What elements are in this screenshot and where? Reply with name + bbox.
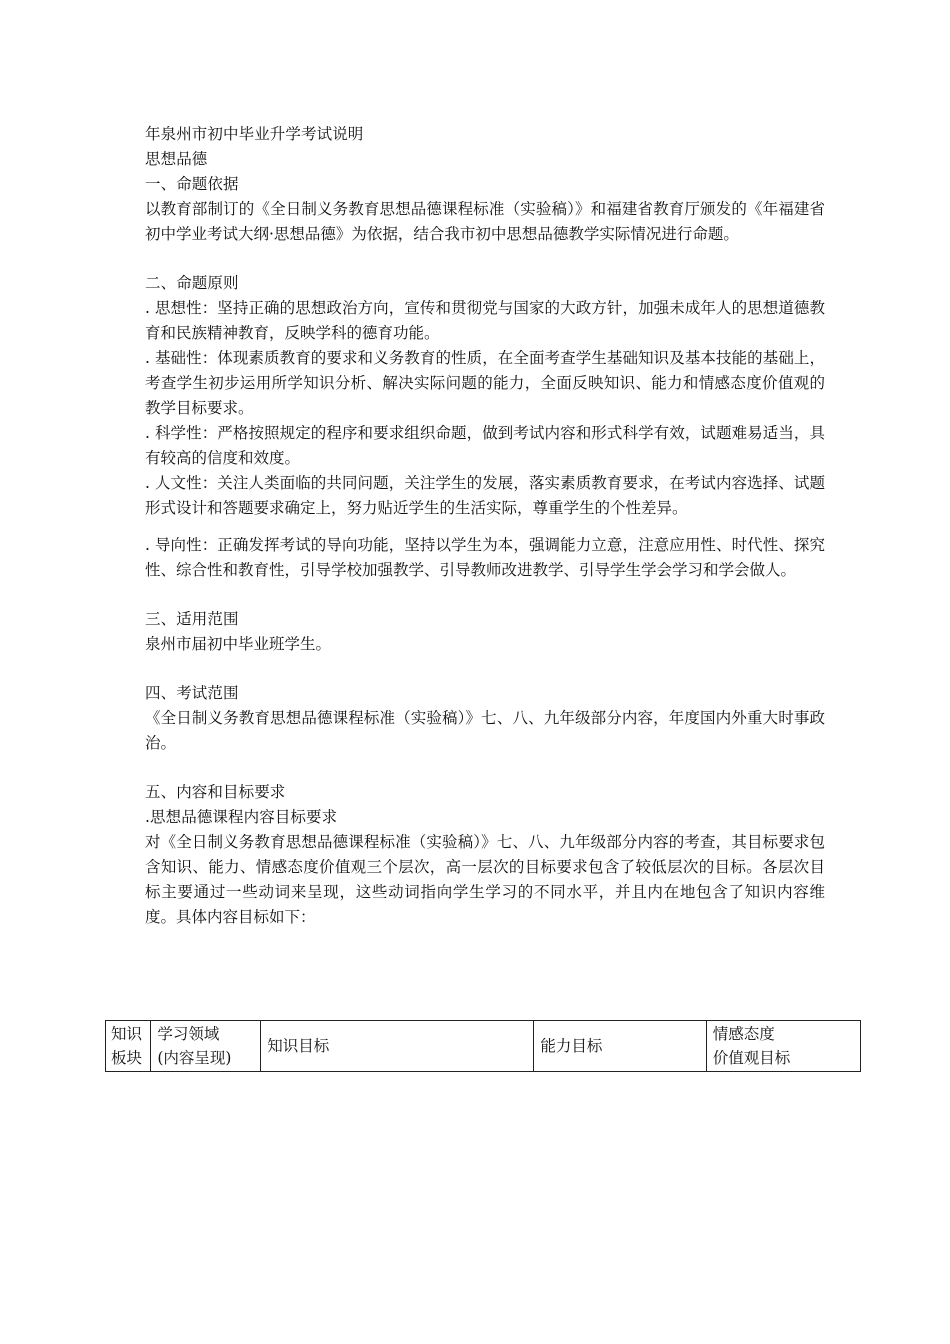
subject-title: 思想品德 [145,150,208,168]
section-heading-principles: 二、命题原则 [145,274,239,292]
goals-table [105,1020,861,1072]
section-heading-basis: 一、命题依据 [145,175,239,193]
spacer [145,657,825,681]
header-text: 知识 [111,1025,143,1043]
section-text-scope: 泉州市届初中毕业班学生。 [145,635,332,653]
header-text: (内容呈现) [157,1049,232,1067]
section-heading-exam-range: 四、考试范围 [145,684,239,702]
spacer [145,521,825,533]
section-text-exam-range: 《全日制义务教育思想品德课程标准（实验稿）》七、八、九年级部分内容，年度国内外重大时事政治。 [145,709,825,752]
header-knowledge-block [106,1021,151,1072]
goals-table-container [105,1020,861,1072]
header-learning-area [151,1021,261,1072]
principle-item: . 科学性：严格按照规定的程序和要求组织命题，做到考试内容和形式科学有效，试题难易适当，具有较高的信度和效度。 [145,424,825,467]
header-attitude-goal [706,1021,860,1072]
principle-item: . 基础性：体现素质教育的要求和义务教育的性质，在全面考查学生基础知识及基本技能的基础上，考查学生初步运用所学知识分析、解决实际问题的能力，全面反映知识、能力和情感态度价值观的教学目标要求。 [145,349,825,417]
spacer [145,756,825,780]
header-text: 板块 [111,1049,143,1067]
spacer [145,583,825,607]
spacer [145,247,825,271]
header-knowledge-goal [261,1021,534,1072]
header-text: 学习领域 [157,1025,220,1043]
document-title: 年泉州市初中毕业升学考试说明 [145,125,364,143]
section-text-content-goals: 对《全日制义务教育思想品德课程标准（实验稿）》七、八、九年级部分内容的考查，其目标要求包含知识、能力、情感态度价值观三个层次，高一层次的目标要求包含了较低层次的目标。各层次目标主要通过一些动词来呈现，这些动词指向学生学习的不同水平，并且内在地包含了知识内容维度。具体内容目标如下： [145,833,825,926]
header-text: 知识目标 [267,1037,330,1055]
table-header-row [106,1021,861,1072]
header-text: 情感态度 [712,1025,775,1043]
section-text-basis: 以教育部制订的《全日制义务教育思想品德课程标准（实验稿）》和福建省教育厅颁发的《年福建省初中学业考试大纲·思想品德》为依据，结合我市初中思想品德教学实际情况进行命题。 [145,200,825,243]
principle-item: . 导向性：正确发挥考试的导向功能，坚持以学生为本，强调能力立意，注意应用性、时代性、探究性、综合性和教育性，引导学校加强教学、引导教师改进教学、引导学生学会学习和学会做人。 [145,536,825,579]
section-subheading-content-goals: .思想品德课程内容目标要求 [145,808,338,826]
principle-item: . 思想性：坚持正确的思想政治方向，宣传和贯彻党与国家的大政方针，加强未成年人的思想道德教育和民族精神教育，反映学科的德育功能。 [145,299,825,342]
section-heading-scope: 三、适用范围 [145,610,239,628]
document-body [145,122,825,930]
section-heading-content-goals: 五、内容和目标要求 [145,783,286,801]
principle-item: . 人文性：关注人类面临的共同问题，关注学生的发展，落实素质教育要求，在考试内容选择、试题形式设计和答题要求确定上，努力贴近学生的生活实际，尊重学生的个性差异。 [145,474,825,517]
header-ability-goal [534,1021,706,1072]
header-text: 能力目标 [540,1037,603,1055]
header-text: 价值观目标 [712,1049,791,1067]
